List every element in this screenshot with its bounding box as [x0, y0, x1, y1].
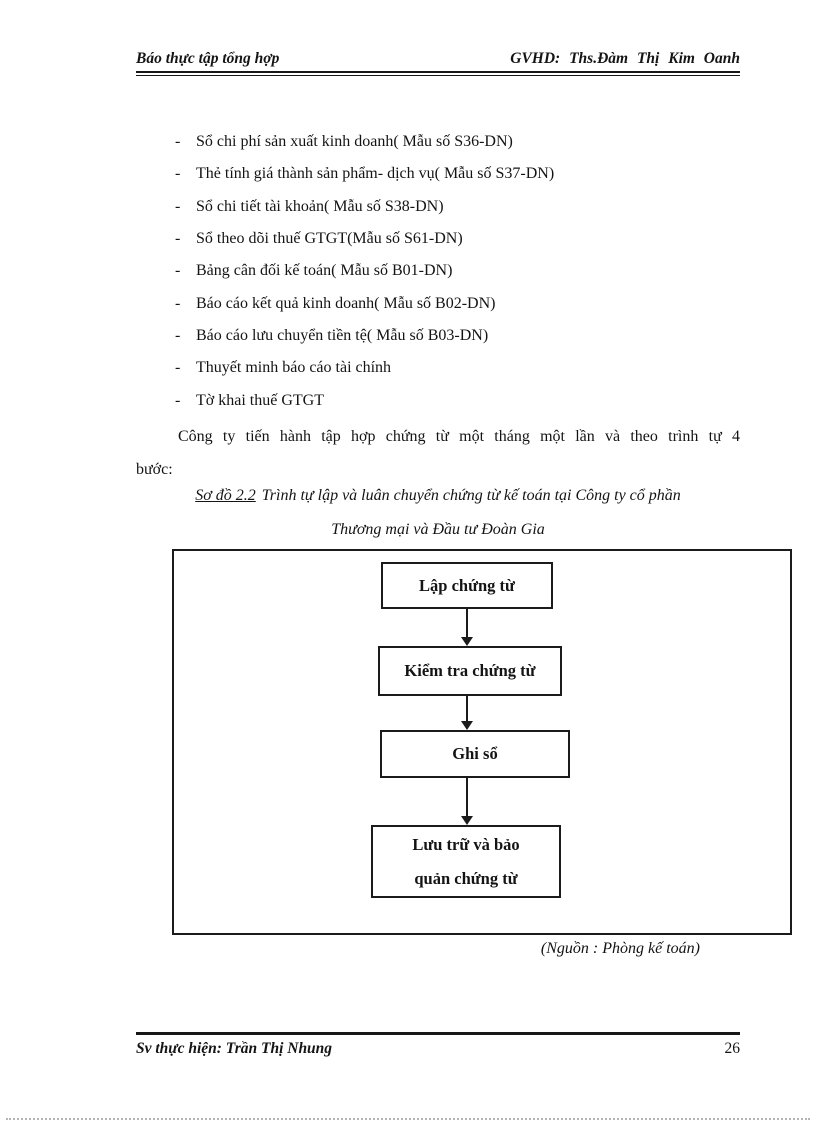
list-item-text: Sổ chi phí sản xuất kinh doanh( Mẫu số S36-DN): [196, 133, 513, 151]
caption-line-1: [136, 479, 740, 513]
bullet-dash: -: [175, 262, 181, 280]
list-item-text: Tờ khai thuế GTGT: [196, 391, 324, 409]
arrow-shaft: [466, 776, 468, 818]
arrow-head-icon: [461, 637, 473, 646]
diagram-caption: [136, 479, 740, 547]
list-item: [136, 384, 756, 416]
page-header: [136, 50, 740, 76]
list-item: [136, 320, 756, 352]
bullet-dash: -: [175, 133, 181, 151]
flow-step-3-label: Ghi sổ: [452, 744, 498, 763]
paragraph-line: bước:: [136, 461, 173, 478]
document-list: [136, 126, 756, 417]
header-report-title: Báo thực tập tổng hợp: [136, 50, 280, 67]
flow-arrow-down-2: [460, 694, 474, 730]
caption-text: Trình tự lập và luân chuyển chứng từ kế toán tại Công ty cổ phần: [261, 487, 681, 504]
list-item-text: Thẻ tính giá thành sản phẩm- dịch vụ( Mẫu số S37-DN): [196, 165, 555, 183]
flow-arrow-down-3: [460, 776, 474, 825]
arrow-shaft: [466, 694, 468, 723]
caption-label: Sơ đồ 2.2: [195, 487, 256, 504]
flow-step-4-label-line-2: quản chứng từ: [414, 868, 518, 888]
list-item: [136, 158, 756, 190]
list-item-text: Báo cáo kết quả kinh doanh( Mẫu số B02-DN): [196, 294, 496, 312]
flow-step-4: [371, 825, 561, 898]
bottom-dotted-line: [6, 1118, 810, 1120]
list-item-text: Báo cáo lưu chuyển tiền tệ( Mẫu số B03-DN): [196, 326, 489, 344]
list-item: [136, 287, 756, 319]
list-item-text: Bảng cân đối kế toán( Mẫu số B01-DN): [196, 262, 453, 280]
list-item: [136, 255, 756, 287]
arrow-head-icon: [461, 721, 473, 730]
flow-step-3: [380, 730, 570, 778]
header-double-rule: [136, 71, 740, 76]
list-item-text: Thuyết minh báo cáo tài chính: [196, 359, 392, 377]
flow-step-2: [378, 646, 562, 696]
arrow-shaft: [466, 609, 468, 639]
bullet-dash: -: [175, 197, 181, 215]
bullet-dash: -: [175, 294, 181, 312]
bullet-dash: -: [175, 230, 181, 248]
flow-arrow-down-1: [460, 609, 474, 646]
flowchart-frame: [172, 549, 792, 935]
list-item: [136, 126, 756, 158]
header-supervisor: GVHD: Ths.Đàm Thị Kim Oanh: [510, 50, 740, 67]
body-paragraph: [136, 420, 740, 486]
flow-step-4-label-line-1: Lưu trữ và bảo: [412, 834, 520, 854]
page-number: 26: [724, 1040, 740, 1057]
list-item: [136, 191, 756, 223]
bullet-dash: -: [175, 359, 181, 377]
list-item-text: Sổ theo dõi thuế GTGT(Mẫu số S61-DN): [196, 230, 463, 248]
flow-step-2-label: Kiểm tra chứng từ: [404, 661, 536, 680]
list-item: [136, 352, 756, 384]
bullet-dash: -: [175, 391, 181, 409]
footer-author: Sv thực hiện: Trần Thị Nhung: [136, 1040, 333, 1057]
list-item: [136, 223, 756, 255]
bullet-dash: -: [175, 326, 181, 344]
source-note: (Nguồn : Phòng kế toán): [540, 940, 700, 957]
bullet-dash: -: [175, 165, 181, 183]
page-footer: [136, 1032, 740, 1058]
caption-line-2: Thương mại và Đầu tư Đoàn Gia: [331, 521, 545, 538]
flow-step-1: [381, 562, 553, 609]
paragraph-line: Công ty tiến hành tập hợp chứng từ một tháng một lần và theo trình tự 4: [178, 428, 740, 445]
list-item-text: Sổ chi tiết tài khoản( Mẫu số S38-DN): [196, 197, 444, 215]
arrow-head-icon: [461, 816, 473, 825]
flow-step-1-label: Lập chứng từ: [419, 575, 515, 595]
